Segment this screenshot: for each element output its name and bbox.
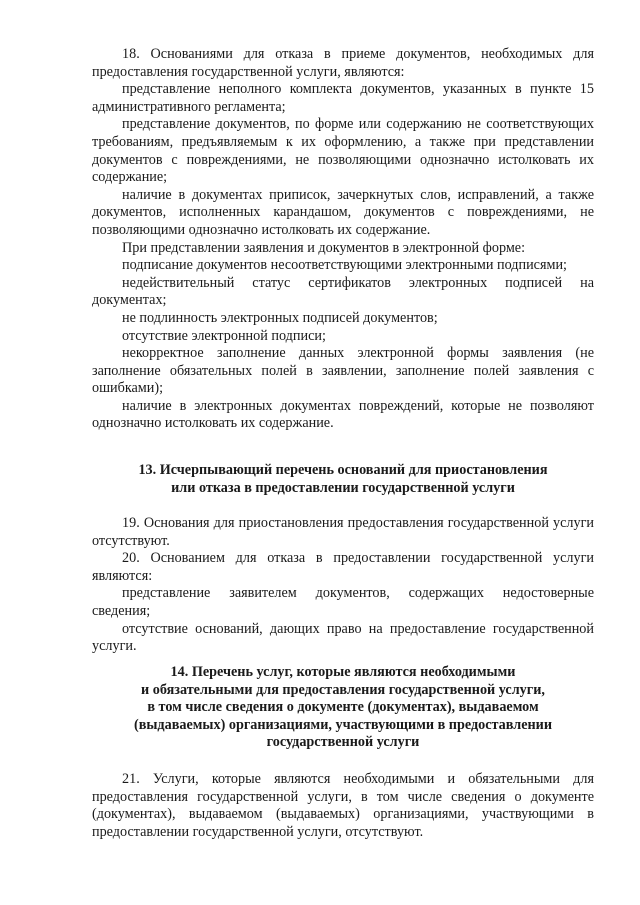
- paragraph-19: 19. Основания для приостановления предоставления государственной услуги отсутствуют.: [92, 515, 594, 549]
- list-item: недействительный статус сертификатов электронных подписей на документах;: [92, 274, 594, 309]
- section-13-heading: [92, 462, 594, 497]
- section-13-body: [92, 515, 594, 656]
- electronic-form-intro: При представлении заявления и документов в электронной форме:: [122, 239, 526, 256]
- section-heading-line: и обязательными для предоставления государственной услуги,: [141, 681, 545, 698]
- section-14-body: [92, 771, 594, 841]
- list-item: наличие в документах приписок, зачеркнутых слов, исправлений, а также документов, исполненных карандашом, документов с повреждениями, не позволяющими однозначно истолковать их содержание.: [92, 186, 594, 238]
- paragraph-21: 21. Услуги, которые являются необходимыми и обязательными для предоставления государственной услуги, в том числе сведения о документе (документах), выдаваемом (выдаваемых) организациями, участвующими в предоставлении государственной услуги, отсутствуют.: [92, 771, 594, 840]
- section-heading-line: в том числе сведения о документе (документах), выдаваемом: [147, 699, 539, 716]
- list-item: представление документов, по форме или содержанию не соответствующих требованиям, предъявляемым к их оформлению, а также при представлении документов с повреждениями, не позволяющими однозначно истолковать их содержание;: [92, 116, 594, 186]
- list-item: некорректное заполнение данных электронной формы заявления (не заполнение обязательных полей в заявлении, заполнение полей заявления с ошибками);: [92, 345, 594, 397]
- list-item: подписание документов несоответствующими электронными подписями;: [122, 257, 567, 274]
- paragraph-18: 18. Основаниями для отказа в приеме документов, необходимых для предоставления государственной услуги, являются:: [92, 46, 594, 80]
- list-item: отсутствие электронной подписи;: [122, 327, 326, 344]
- list-item: не подлинность электронных подписей документов;: [122, 309, 438, 326]
- list-item: отсутствие оснований, дающих право на предоставление государственной услуги.: [92, 620, 594, 655]
- section-heading-line: 14. Перечень услуг, которые являются необходимыми: [170, 664, 516, 680]
- list-item: наличие в электронных документах повреждений, которые не позволяют однозначно истолковать их содержание.: [92, 397, 594, 432]
- list-item: представление неполного комплекта документов, указанных в пункте 15 административного регламента;: [92, 81, 594, 115]
- section-14-heading: [92, 664, 594, 752]
- section-heading-line: 13. Исчерпывающий перечень оснований для приостановления: [138, 462, 548, 478]
- section-heading-line: государственной услуги: [266, 734, 420, 751]
- section-heading-line: или отказа в предоставлении государственной услуги: [171, 479, 515, 496]
- paragraph-20: 20. Основанием для отказа в предоставлении государственной услуги являются:: [92, 550, 594, 584]
- section-12-body: [92, 46, 594, 433]
- section-heading-line: (выдаваемых) организациями, участвующими в предоставлении: [133, 716, 553, 733]
- list-item: представление заявителем документов, содержащих недостоверные сведения;: [92, 585, 594, 619]
